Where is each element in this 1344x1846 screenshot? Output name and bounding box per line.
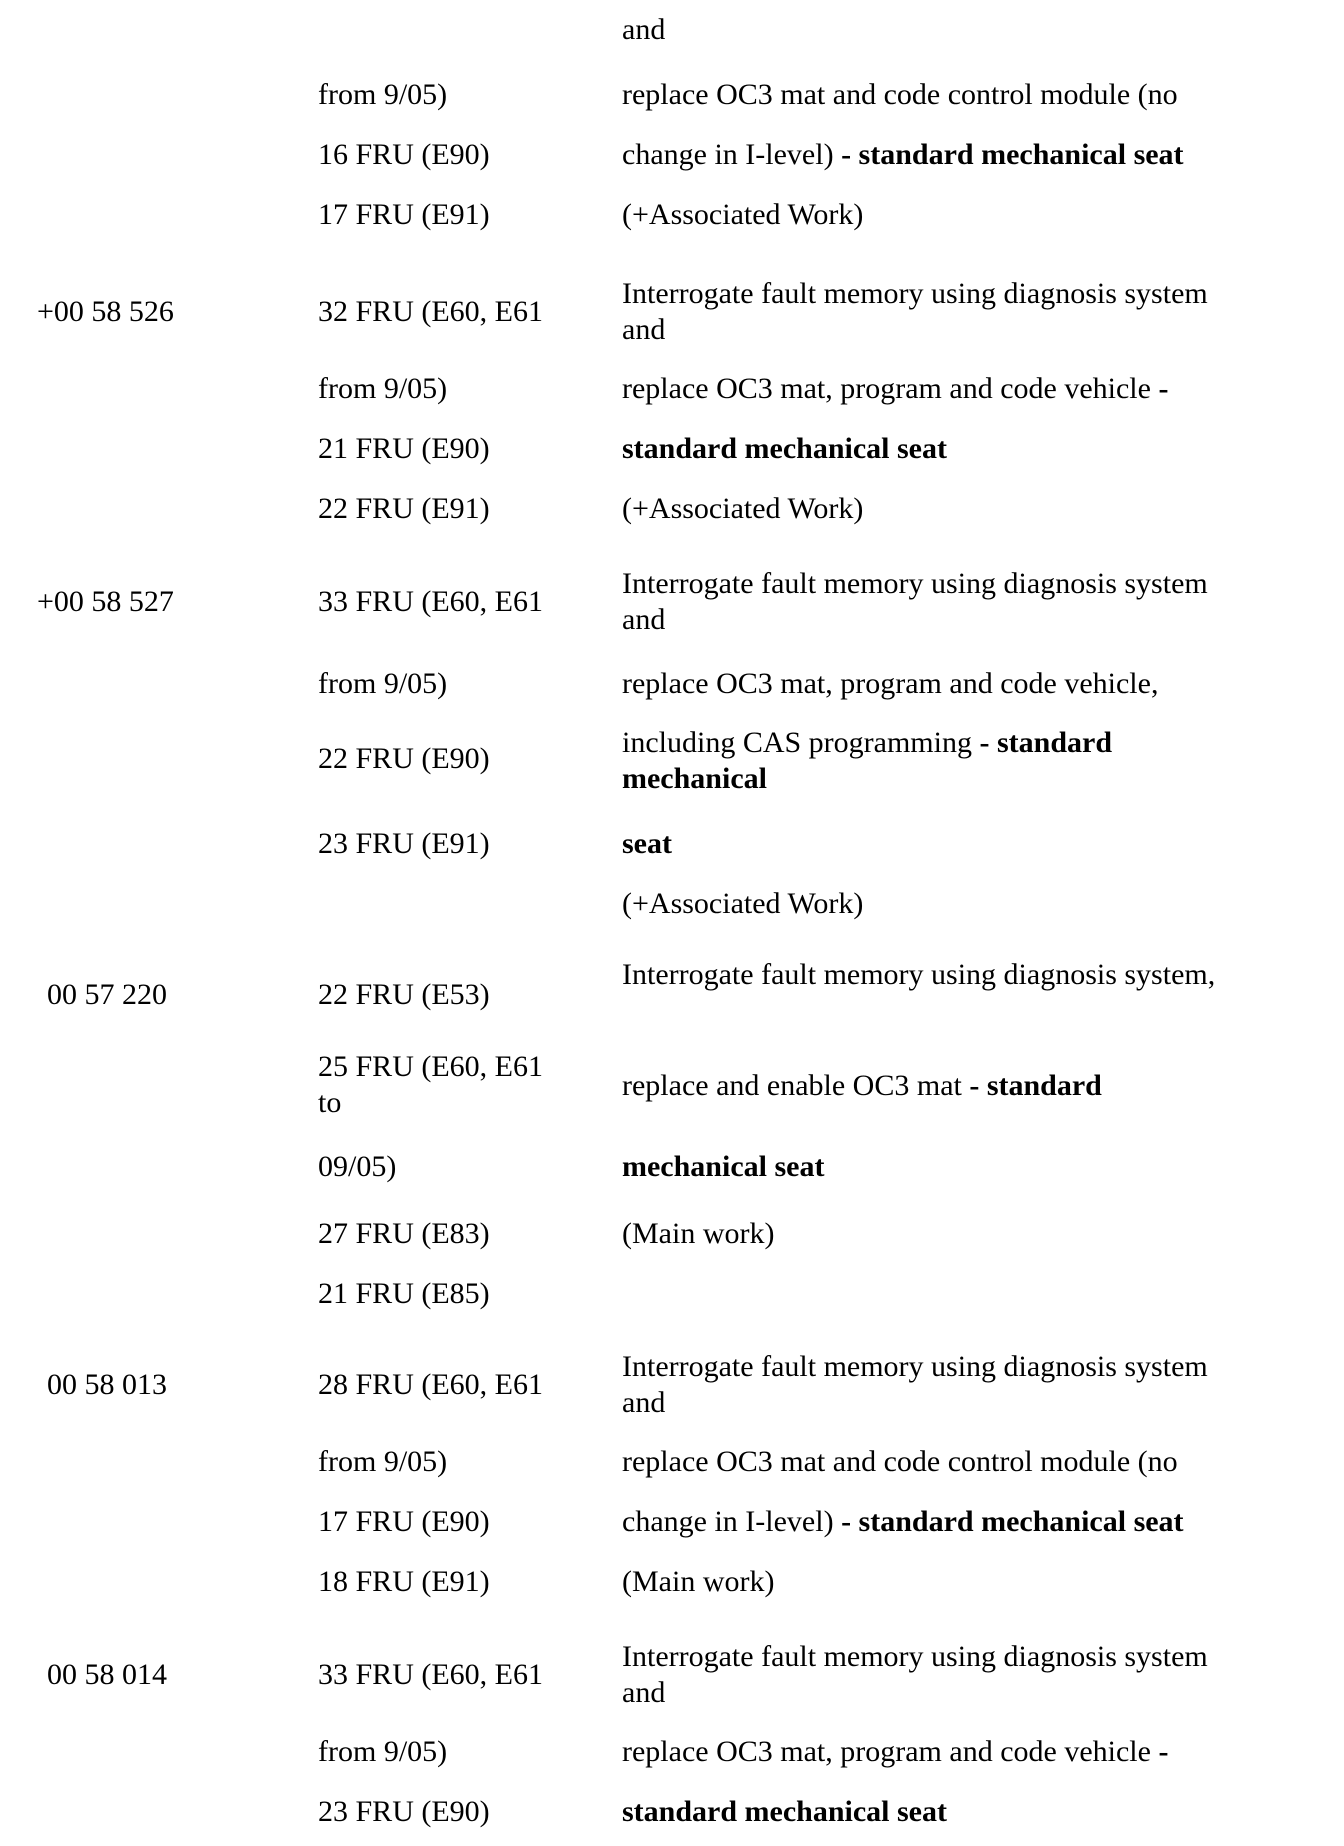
description-bold-segment: -	[1158, 1735, 1169, 1768]
fru-value	[318, 491, 490, 527]
fru-value	[318, 977, 490, 1013]
text-segment: and	[622, 313, 666, 346]
text-segment: change in I-level)	[622, 1505, 842, 1538]
description-bold-segment: - standard mechanical seat	[841, 138, 1184, 171]
description-bold-segment: standard mechanical seat	[622, 1795, 947, 1828]
fru-value	[318, 1734, 447, 1770]
fru-value	[318, 666, 447, 702]
text-segment: replace OC3 mat, program and code vehicle	[622, 372, 1159, 405]
labor-operation-code	[37, 294, 174, 330]
operation-description-line	[622, 957, 1215, 993]
description-bold-segment: - standard	[969, 1069, 1102, 1102]
operation-description-line	[622, 1564, 774, 1600]
fru-value	[318, 1504, 490, 1540]
fru-value	[318, 1657, 543, 1693]
fru-value	[318, 1276, 490, 1312]
operation-description-line	[622, 197, 863, 233]
operation-description-line	[622, 602, 665, 638]
fru-value	[318, 1367, 543, 1403]
labor-operation-code	[37, 584, 174, 620]
text-segment: (+Associated Work)	[622, 492, 864, 525]
text-segment: 17 FRU (E90)	[318, 1505, 490, 1538]
fru-value	[318, 584, 543, 620]
text-segment: 22 FRU (E53)	[318, 978, 490, 1011]
operation-description-line	[622, 1349, 1208, 1385]
text-segment: change in I-level)	[622, 138, 842, 171]
text-segment: 33 FRU (E60, E61	[318, 585, 543, 618]
text-segment: (+Associated Work)	[622, 198, 864, 231]
operation-description-line	[622, 725, 1112, 761]
fru-value	[318, 741, 490, 777]
text-segment: Interrogate fault memory using diagnosis system	[622, 1350, 1208, 1383]
operation-description-line	[622, 276, 1208, 312]
text-segment: 22 FRU (E90)	[318, 742, 490, 775]
fru-value	[318, 197, 490, 233]
fru-value	[318, 1149, 396, 1185]
text-segment: 00 58 014	[47, 1658, 167, 1691]
text-segment: replace OC3 mat and code control module (no	[622, 78, 1178, 111]
text-segment: replace OC3 mat, program and code vehicle	[622, 1735, 1159, 1768]
text-segment: and	[622, 13, 666, 46]
fru-value	[318, 371, 447, 407]
operation-description-line	[622, 566, 1208, 602]
text-segment: from 9/05)	[318, 1445, 448, 1478]
text-segment: 21 FRU (E85)	[318, 1277, 490, 1310]
operation-description-line	[622, 1385, 665, 1421]
text-segment: 00 58 013	[47, 1368, 167, 1401]
text-segment: 32 FRU (E60, E61	[318, 295, 543, 328]
text-segment: 23 FRU (E91)	[318, 827, 490, 860]
labor-operation-code	[47, 1367, 167, 1403]
text-segment: 00 57 220	[47, 978, 167, 1011]
text-segment: +00 58 526	[37, 295, 174, 328]
text-segment: from 9/05)	[318, 1735, 448, 1768]
operation-description-line	[622, 491, 863, 527]
text-segment: from 9/05)	[318, 667, 448, 700]
text-segment: Interrogate fault memory using diagnosis system	[622, 277, 1208, 310]
text-segment: 23 FRU (E90)	[318, 1795, 490, 1828]
operation-description-line	[622, 1444, 1178, 1480]
fru-value	[318, 77, 447, 113]
text-segment: and	[622, 603, 666, 636]
operation-description-line	[622, 1068, 1102, 1104]
description-bold-segment: - standard	[979, 726, 1113, 759]
text-segment: to	[318, 1086, 342, 1119]
text-segment: 21 FRU (E90)	[318, 432, 490, 465]
operation-description-line	[622, 826, 672, 862]
text-segment: and	[622, 1386, 666, 1419]
text-segment: replace and enable OC3 mat	[622, 1069, 970, 1102]
fru-value	[318, 431, 490, 467]
operation-description-line	[622, 761, 767, 797]
labor-operation-code	[47, 1657, 167, 1693]
text-segment: Interrogate fault memory using diagnosis system	[622, 567, 1208, 600]
text-segment: replace OC3 mat, program and code vehicle,	[622, 667, 1159, 700]
text-segment: from 9/05)	[318, 372, 448, 405]
operation-description-line	[622, 312, 665, 348]
operation-description-line	[622, 1149, 824, 1185]
operation-description-line	[622, 1794, 947, 1830]
text-segment: 16 FRU (E90)	[318, 138, 490, 171]
operation-description-line	[622, 77, 1178, 113]
text-segment: from 9/05)	[318, 78, 448, 111]
fru-value	[318, 1216, 490, 1252]
operation-description-line	[622, 371, 1168, 407]
description-bold-segment: - standard mechanical seat	[841, 1505, 1184, 1538]
text-segment: (Main work)	[622, 1217, 775, 1250]
text-segment: replace OC3 mat and code control module (no	[622, 1445, 1178, 1478]
description-bold-segment: -	[1158, 372, 1169, 405]
fru-value	[318, 1794, 490, 1830]
fru-value	[318, 826, 490, 862]
text-segment: 09/05)	[318, 1150, 397, 1183]
operation-description-line	[622, 1639, 1208, 1675]
text-segment: (Main work)	[622, 1565, 775, 1598]
text-segment: including CAS programming	[622, 726, 980, 759]
description-bold-segment: mechanical seat	[622, 1150, 825, 1183]
operation-description-line	[622, 12, 665, 48]
operation-description-line	[622, 1734, 1168, 1770]
text-segment: 33 FRU (E60, E61	[318, 1658, 543, 1691]
fru-value	[318, 1564, 490, 1600]
text-segment: Interrogate fault memory using diagnosis system	[622, 1640, 1208, 1673]
operation-description-line	[622, 137, 1184, 173]
text-segment: 22 FRU (E91)	[318, 492, 490, 525]
fru-value	[318, 1049, 543, 1085]
text-segment: and	[622, 1676, 666, 1709]
operation-description-line	[622, 886, 863, 922]
fru-value	[318, 1085, 341, 1121]
description-bold-segment: seat	[622, 827, 672, 860]
operation-description-line	[622, 1675, 665, 1711]
text-segment: 28 FRU (E60, E61	[318, 1368, 543, 1401]
operation-description-line	[622, 431, 947, 467]
operation-description-line	[622, 666, 1158, 702]
fru-value	[318, 1444, 447, 1480]
fru-value	[318, 294, 543, 330]
operation-description-line	[622, 1216, 774, 1252]
text-segment: (+Associated Work)	[622, 887, 864, 920]
fru-value	[318, 137, 490, 173]
text-segment: Interrogate fault memory using diagnosis system,	[622, 958, 1216, 991]
text-segment: 27 FRU (E83)	[318, 1217, 490, 1250]
text-segment: 18 FRU (E91)	[318, 1565, 490, 1598]
text-segment: 25 FRU (E60, E61	[318, 1050, 543, 1083]
labor-operation-code	[47, 977, 167, 1013]
text-segment: 17 FRU (E91)	[318, 198, 490, 231]
text-segment: +00 58 527	[37, 585, 174, 618]
description-bold-segment: standard mechanical seat	[622, 432, 947, 465]
description-bold-segment: mechanical	[622, 762, 767, 795]
operation-description-line	[622, 1504, 1184, 1540]
